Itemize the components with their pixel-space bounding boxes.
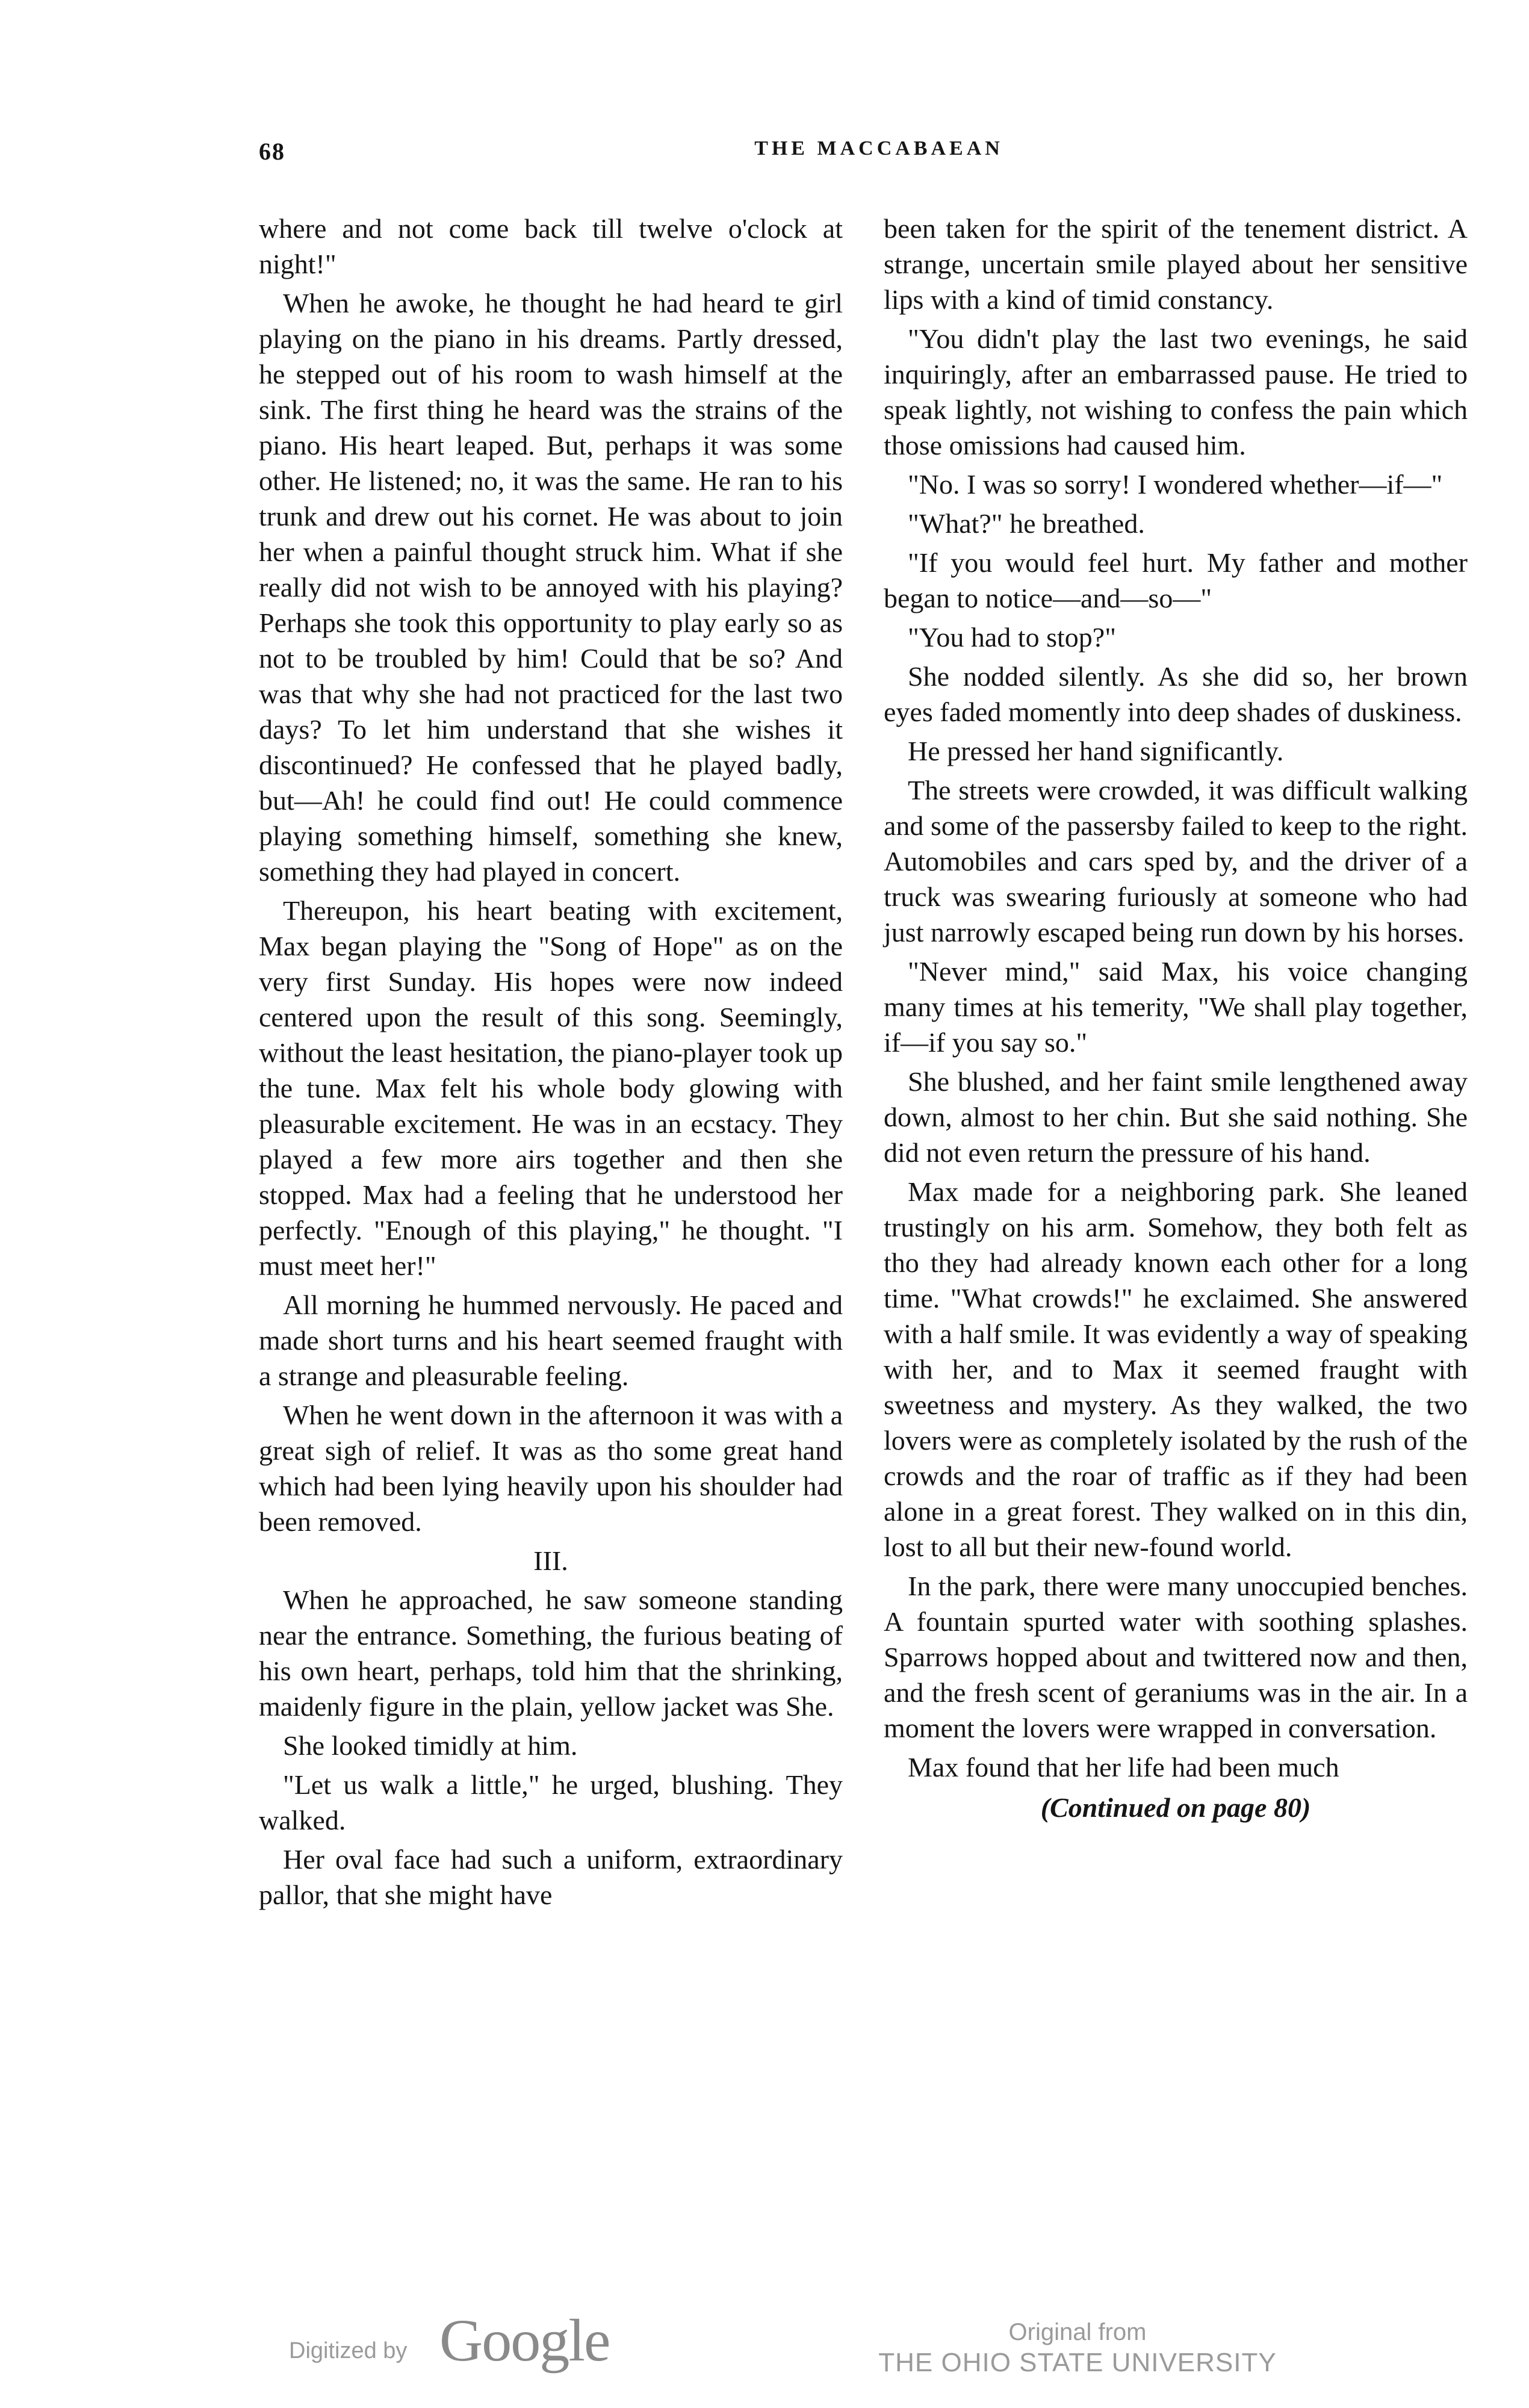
paragraph: "If you would feel hurt. My father and mother began to notice—and—so—" [884,547,1468,613]
paragraph: She looked timidly at him. [283,1730,578,1761]
paragraph: She blushed, and her faint smile lengthened away down, almost to her chin. But she said nothing. She did not even return the pressure of his hand. [884,1066,1468,1168]
original-from-text: Original from [1008,2319,1147,2345]
paragraph: The streets were crowded, it was difficult walking and some of the passersby failed to keep to the right. Automobiles and cars sped by, and the driver of a truck was swearing furiously at someone who had just narrowly escaped being run down by his horses. [884,775,1468,948]
digitized-by-google-watermark [289,2309,626,2375]
paragraph: When he went down in the afternoon it was with a great sigh of relief. It was as tho some great hand which had been lying heavily upon his shoulder had been removed. [259,1400,843,1537]
paragraph: "Let us walk a little," he urged, blushing. They walked. [259,1769,843,1835]
original-from-watermark [867,2318,1288,2378]
right-column [884,211,1468,1825]
paragraph: "Never mind," said Max, his voice changing many times at his temerity, "We shall play together, if—if you say so." [884,956,1468,1058]
paragraph: "You had to stop?" [908,622,1116,653]
paragraph: "You didn't play the last two evenings, he said inquiringly, after an embarrassed pause. He tried to speak lightly, not wishing to confess the pain which those omissions had caused him. [884,323,1468,461]
continued-notice: (Continued on page 80) [1040,1792,1311,1823]
digitized-by-text: Digitized by [289,2338,408,2363]
paragraph: been taken for the spirit of the tenement district. A strange, uncertain smile played about her sensitive lips with a kind of timid constancy. [884,213,1468,315]
paragraph: Her oval face had such a uniform, extraordinary pallor, that she might have [259,1844,843,1910]
paragraph: Thereupon, his heart beating with excitement, Max began playing the "Song of Hope" as on the very first Sunday. His hopes were now indeed centered upon the result of this song. Seemingly, without the least hesitation, the piano-player took up the tune. Max felt his whole body glowing with pleasurable excitement. He was in an ecstacy. They played a few more airs together and then she stopped. Max had a feeling that he understood her perfectly. "Enough of this playing," he thought. "I must meet her!" [259,895,843,1281]
paragraph: In the park, there were many unoccupied benches. A fountain spurted water with soothing splashes. Sparrows hopped about and twittered now and then, and the fresh scent of geraniums was in the air. In a moment the lovers were wrapped in conversation. [884,1571,1468,1743]
paragraph: "No. I was so sorry! I wondered whether—if—" [908,469,1443,500]
page-header [259,137,1499,173]
paragraph: He pressed her hand significantly. [908,736,1284,766]
section-heading: III. [533,1545,568,1576]
paragraph: When he awoke, he thought he had heard te girl playing on the piano in his dreams. Partly dressed, he stepped out of his room to wash himself at the sink. The first thing he heard was the strains of the piano. His heart leaped. But, perhaps it was some other. He listened; no, it was the same. He ran to his trunk and drew out his cornet. He was about to join her when a painful thought struck him. What if she really did not wish to be annoyed with his playing? Perhaps she took this opportunity to play early so as not to be troubled by him! Could that be so? And was that why she had not practiced for the last two days? To let him understand that she wishes it discontinued? He confessed that he played badly, but—Ah! he could find out! He could commence playing something himself, something she knew, something they had played in concert. [259,288,843,887]
university-name: THE OHIO STATE UNIVERSITY [878,2348,1277,2377]
paragraph: Max made for a neighboring park. She leaned trustingly on his arm. Somehow, they both felt as tho they had already known each other for a long time. "What crowds!" he exclaimed. She answered with a half smile. It was evidently a way of speaking with her, and to Max it seemed fraught with sweetness and mystery. As they walked, the two lovers were as completely isolated by the rush of the crowds and the roar of traffic as if they had been alone in a great forest. They walked on in this din, lost to all but their new-found world. [884,1176,1468,1562]
paragraph: "What?" he breathed. [908,508,1145,539]
paragraph: where and not come back till twelve o'clock at night!" [259,213,843,279]
running-title: THE MACCABAEAN [754,137,1003,160]
paragraph: Max found that her life had been much [908,1752,1339,1783]
left-column [259,211,843,1913]
google-logo: Google [439,2307,610,2374]
paragraph: When he approached, he saw someone standing near the entrance. Something, the furious beating of his own heart, perhaps, told him that the shrinking, maidenly figure in the plain, yellow jacket was She. [259,1584,843,1722]
paragraph: All morning he hummed nervously. He paced and made short turns and his heart seemed fraught with a strange and pleasurable feeling. [259,1289,843,1391]
paragraph: She nodded silently. As she did so, her brown eyes faded momently into deep shades of duskiness. [884,661,1468,727]
page-number: 68 [259,138,285,165]
